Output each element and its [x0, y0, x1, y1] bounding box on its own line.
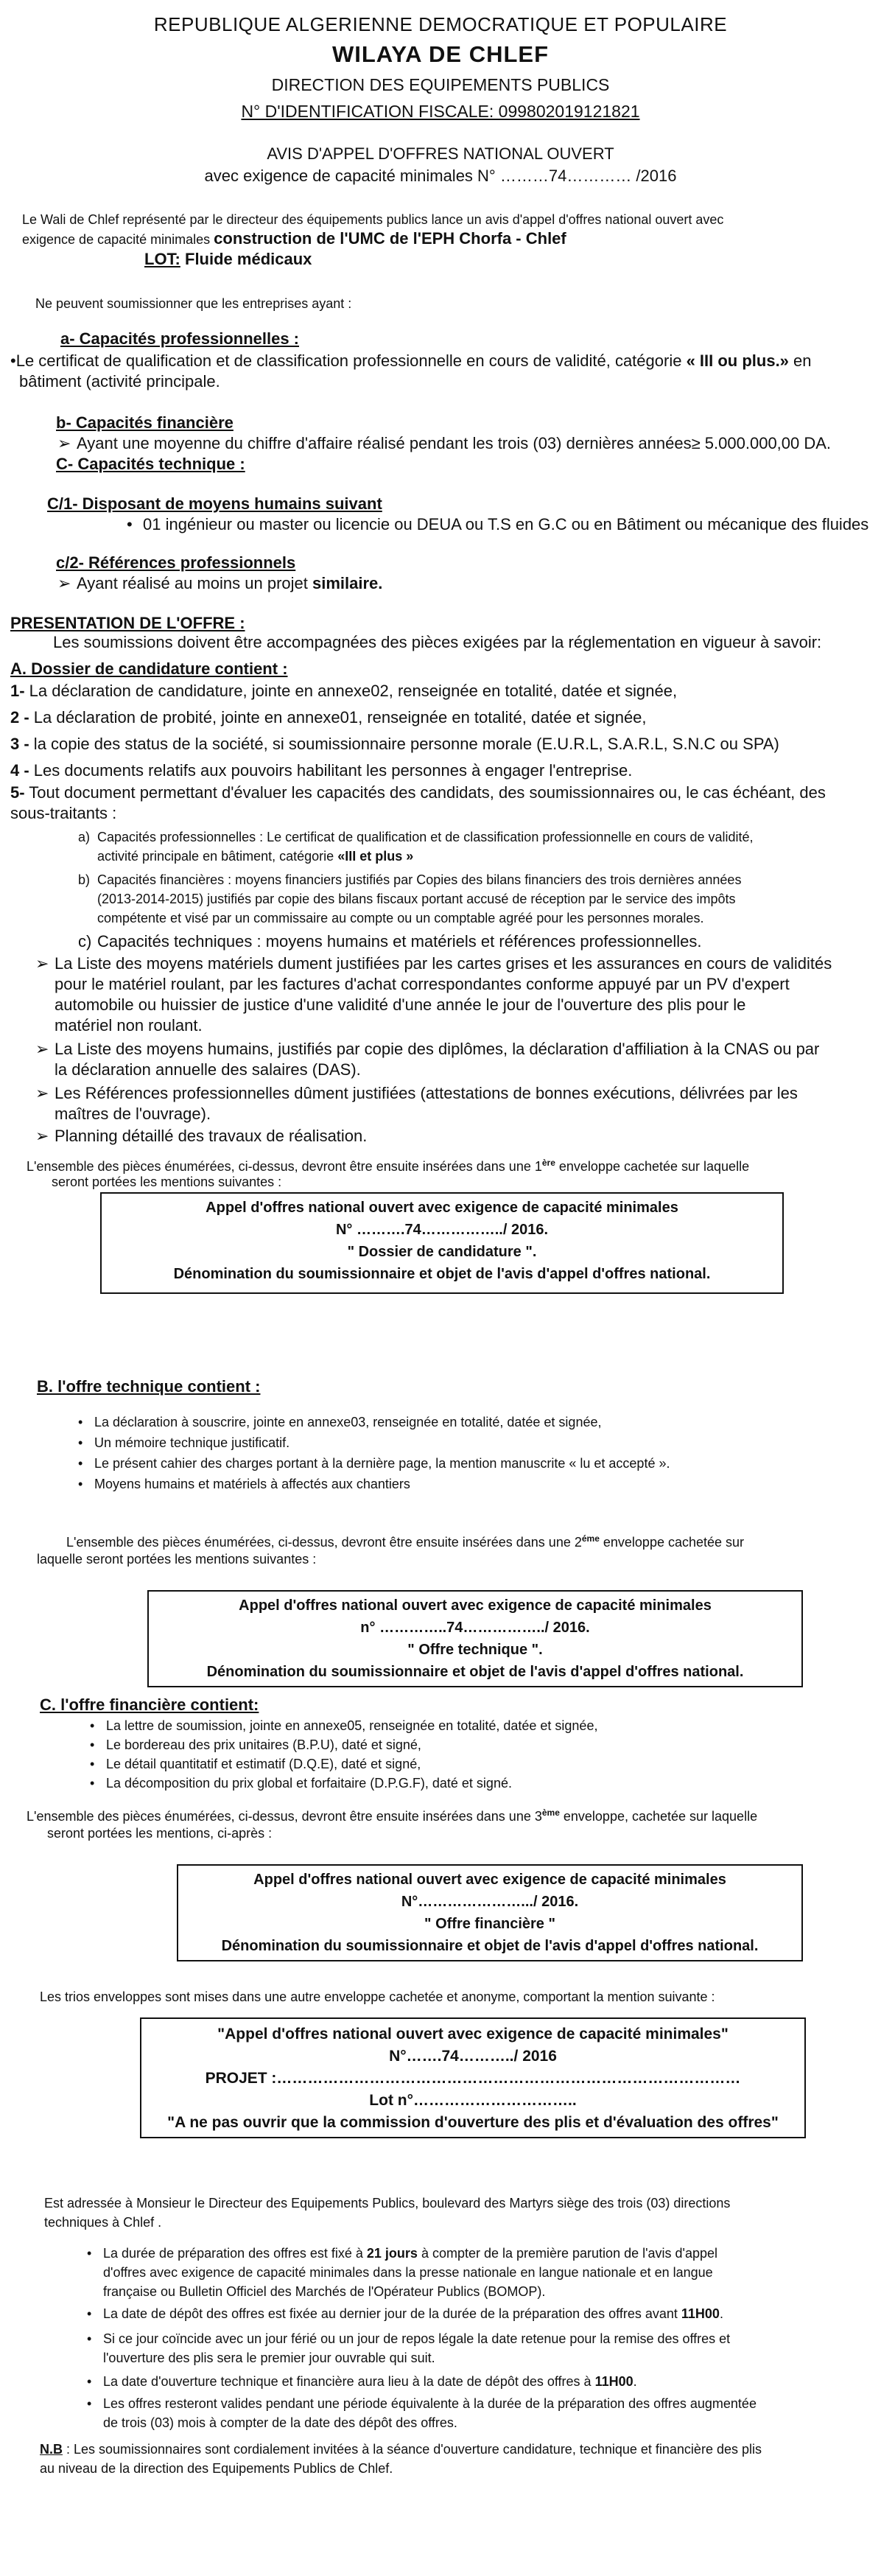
- final-item-5-cont: de trois (03) mois à compter de la date des dépôt des offres.: [103, 2415, 457, 2430]
- envelope-3-text: L'ensemble des pièces énumérées, ci-dessus, devront être ensuite insérées dans une 3ème enveloppe, cachetée sur laquelle: [27, 1807, 758, 1824]
- bullet-icon: •: [78, 1415, 83, 1429]
- notice-title: AVIS D'APPEL D'OFFRES NATIONAL OUVERT: [267, 144, 614, 163]
- final-item-1-cont-2: française ou Bulletin Officiel des Marchés de l'Opérateur Publics (BOMOP).: [103, 2284, 546, 2299]
- notice-subtitle: avec exigence de capacité minimales N° ………74………… /2016: [204, 167, 677, 185]
- intro-text: exigence de capacité minimales: [22, 232, 214, 247]
- envelope-1-text-2: seront portées les mentions suivantes :: [52, 1175, 282, 1189]
- A5-sub-f-cont: maîtres de l'ouvrage).: [55, 1105, 211, 1123]
- address-line-2: techniques à Chlef .: [44, 2215, 162, 2230]
- A-item-1: 1- La déclaration de candidature, jointe en annexe02, renseignée en totalité, datée et signée,: [10, 682, 678, 700]
- bullet-icon: •: [87, 2246, 92, 2261]
- A5-sub-b: b) Capacités financières : moyens financiers justifiés par Copies des bilans financiers des trois dernières années: [78, 872, 742, 887]
- outer-envelope-box: "Appel d'offres national ouvert avec exigence de capacité minimales" N°…….74………../ 2016 PROJET :……………………………………………………………………………… Lot n°………………………….. "A ne pas ouvrir que la commission d'ouverture des plis et d'évaluation des offres": [140, 2017, 806, 2138]
- arrow-icon: ➢: [35, 1084, 49, 1102]
- bullet-icon: •: [87, 2331, 92, 2346]
- B-item-3: • Le présent cahier des charges portant à la dernière page, la mention manuscrite « lu et accepté ».: [78, 1456, 670, 1471]
- bullet-icon: •: [87, 2374, 92, 2389]
- A-item-5-cont: sous-traitants :: [10, 804, 117, 822]
- A5-sub-d-cont-2: automobile ou huissier de justice d'une validité d'une année le jour de l'ouverture des plis pour le: [55, 995, 746, 1014]
- header-wilaya: WILAYA DE CHLEF: [331, 41, 550, 67]
- section-a-text-1: •Le certificat de qualification et de classification professionnelle en cours de validité, catégorie « III ou plus.» en: [10, 351, 812, 370]
- A-item-3: 3 - la copie des status de la société, si soumissionnaire personne morale (E.U.R.L, S.A.R.L, S.N.C ou SPA): [10, 735, 779, 753]
- bullet-icon: •: [127, 515, 133, 533]
- section-c1-title: C/1- Disposant de moyens humains suivant: [47, 494, 382, 513]
- presentation-text: Les soumissions doivent être accompagnées des pièces exigées par la réglementation en vigueur à savoir:: [53, 633, 822, 651]
- arrow-icon: ➢: [57, 434, 71, 452]
- bullet-icon: •: [78, 1477, 83, 1491]
- section-a-title: a- Capacités professionnelles :: [60, 329, 299, 348]
- final-item-1: • La durée de préparation des offres est fixé à 21 jours à compter de la première parution de l'avis d'appel: [87, 2246, 718, 2261]
- presentation-title: PRESENTATION DE L'OFFRE :: [10, 614, 245, 632]
- A5-sub-c: c) Capacités techniques : moyens humains et matériels et références professionnelles.: [78, 932, 702, 951]
- section-c1-text: • 01 ingénieur ou master ou licencie ou DEUA ou T.S en G.C ou en Bâtiment ou mécanique des fluides: [127, 515, 869, 533]
- C-item-1: • La lettre de soumission, jointe en annexe05, renseignée en totalité, datée et signée,: [90, 1718, 598, 1733]
- bullet-icon: •: [90, 1718, 95, 1733]
- A-item-4: 4 - Les documents relatifs aux pouvoirs habilitant les personnes à engager l'entreprise.: [10, 761, 633, 780]
- bullet-icon: •: [90, 1737, 95, 1752]
- section-c2-title: c/2- Références professionnels: [56, 553, 296, 572]
- bullet-icon: •: [78, 1456, 83, 1471]
- trios-text: Les trios enveloppes sont mises dans une autre enveloppe cachetée et anonyme, comportant la mention suivante :: [40, 1989, 715, 2004]
- final-item-5: • Les offres resteront valides pendant une période équivalente à la durée de la préparation des offres augmentée: [87, 2396, 757, 2411]
- bullet-icon: •: [87, 2396, 92, 2411]
- section-a-text-2: bâtiment (activité principale.: [19, 372, 220, 391]
- B-item-4: • Moyens humains et matériels à affectés aux chantiers: [78, 1477, 410, 1491]
- arrow-icon: ➢: [35, 1127, 49, 1145]
- section-b-title: b- Capacités financière: [56, 413, 234, 432]
- section-b-text: ➢ Ayant une moyenne du chiffre d'affaire réalisé pendant les trois (03) dernières années≥ 5.000.000,00 DA.: [57, 434, 832, 452]
- intro-line-2: [22, 230, 869, 248]
- arrow-icon: ➢: [35, 1040, 49, 1058]
- section-c2-text: ➢ Ayant réalisé au moins un projet similaire.: [57, 574, 383, 592]
- envelope-2-text-2: laquelle seront portées les mentions suivantes :: [37, 1552, 317, 1567]
- eligibility-text: Ne peuvent soumissionner que les entreprises ayant :: [35, 296, 352, 311]
- final-item-1-cont-1: d'offres avec exigence de capacité minimales dans la presse nationale en langue nationale et en langue: [103, 2265, 713, 2280]
- lot-label: LOT:: [144, 250, 180, 268]
- A-item-2: 2 - La déclaration de probité, jointe en annexe01, renseignée en totalité, datée et signée,: [10, 708, 647, 727]
- intro-line-1: Le Wali de Chlef représenté par le directeur des équipements publics lance un avis d'appel d'offres national ouvert avec: [22, 212, 724, 227]
- A5-sub-a: a) Capacités professionnelles : Le certificat de qualification et de classification professionnelle en cours de validité,: [78, 830, 754, 844]
- A5-sub-b-cont-2: compétente et visé par un commissaire au compte ou un comptable agréé pour les personnes morales.: [97, 911, 704, 925]
- bullet-icon: •: [78, 1435, 83, 1450]
- C-item-4: • La décomposition du prix global et forfaitaire (D.P.G.F), daté et signé.: [90, 1776, 512, 1791]
- envelope-1-box: Appel d'offres national ouvert avec exigence de capacité minimales N° ……….74……………../ 2016. " Dossier de candidature ". Dénomination du soumissionnaire et objet de l'avis d'appel d'offres national.: [100, 1192, 784, 1294]
- envelope-3-text-2: seront portées les mentions, ci-après :: [47, 1826, 273, 1841]
- bullet-icon: •: [10, 351, 16, 370]
- A5-sub-a-cont: activité principale en bâtiment, catégorie «III et plus »: [97, 849, 414, 864]
- envelope-2-box: Appel d'offres national ouvert avec exigence de capacité minimales n° …………..74……………../ 2016. " Offre technique ". Dénomination du soumissionnaire et objet de l'avis d'appel d'offres national.: [147, 1590, 803, 1687]
- header-direction: DIRECTION DES EQUIPEMENTS PUBLICS: [271, 75, 610, 94]
- A5-sub-f: ➢ Les Références professionnelles dûment justifiées (attestations de bonnes exécutions, délivrées par les: [35, 1084, 798, 1102]
- header-republic: REPUBLIQUE ALGERIENNE DEMOCRATIQUE ET POPULAIRE: [153, 13, 728, 35]
- final-item-4: • La date d'ouverture technique et financière aura lieu à la date de dépôt des offres à 11H00.: [87, 2374, 637, 2389]
- A5-sub-e: ➢ La Liste des moyens humains, justifiés par copie des diplômes, la déclaration d'affiliation à la CNAS ou par: [35, 1040, 820, 1058]
- bullet-icon: •: [90, 1757, 95, 1771]
- final-item-2: • La date de dépôt des offres est fixée au dernier jour de la durée de la préparation des offres avant 11H00.: [87, 2306, 723, 2321]
- final-item-3-cont: l'ouverture des plis sera le premier jour ouvrable qui suit.: [103, 2351, 435, 2365]
- lot-value: Fluide médicaux: [180, 250, 312, 268]
- B-item-1: • La déclaration à souscrire, jointe en annexe03, renseignée en totalité, datée et signée,: [78, 1415, 602, 1429]
- section-A-title: A. Dossier de candidature contient :: [10, 659, 288, 678]
- project-name: construction de l'UMC de l'EPH Chorfa - Chlef: [214, 229, 566, 248]
- section-c-title: C- Capacités technique :: [56, 455, 245, 473]
- A5-sub-d-cont-1: pour le matériel roulant, par les factures d'achat correspondantes conforme appuyé par un PV d'expert: [55, 975, 790, 993]
- A-item-5: 5- Tout document permettant d'évaluer les capacités des candidats, des soumissionnaires ou, le cas échéant, des: [10, 783, 826, 802]
- nb-note-cont: au niveau de la direction des Equipements Publics de Chlef.: [40, 2461, 393, 2476]
- nb-note: N.B : Les soumissionnaires sont cordialement invitées à la séance d'ouverture candidature, technique et financière des plis: [40, 2442, 762, 2457]
- B-item-2: • Un mémoire technique justificatif.: [78, 1435, 290, 1450]
- envelope-1-text: L'ensemble des pièces énumérées, ci-dessus, devront être ensuite insérées dans une 1ère enveloppe cachetée sur laquelle: [27, 1158, 750, 1174]
- lot-line: [144, 251, 312, 268]
- A5-sub-b-cont-1: (2013-2014-2015) justifiés par copie des bilans fiscaux portant accusé de réception par le service des impôts: [97, 892, 736, 906]
- final-item-3: • Si ce jour coïncide avec un jour férié ou un jour de repos légale la date retenue pour la remise des offres et: [87, 2331, 731, 2346]
- envelope-3-box: Appel d'offres national ouvert avec exigence de capacité minimales N°………………….../ 2016. " Offre financière " Dénomination du soumissionnaire et objet de l'avis d'appel d'offres national.: [177, 1864, 803, 1961]
- arrow-icon: ➢: [57, 574, 71, 592]
- address-line-1: Est adressée à Monsieur le Directeur des Equipements Publics, boulevard des Martyrs siège des trois (03) directions: [44, 2196, 731, 2211]
- A5-sub-d: ➢ La Liste des moyens matériels dument justifiées par les cartes grises et les assurances en cours de validités: [35, 954, 832, 973]
- bullet-icon: •: [90, 1776, 95, 1791]
- A5-sub-d-cont-3: matériel non roulant.: [55, 1016, 203, 1035]
- bullet-icon: •: [87, 2306, 92, 2321]
- C-item-2: • Le bordereau des prix unitaires (B.P.U), daté et signé,: [90, 1737, 421, 1752]
- header-fiscal-id: N° D'IDENTIFICATION FISCALE: 099802019121821: [241, 102, 640, 121]
- section-C-title: C. l'offre financière contient:: [40, 1695, 259, 1714]
- arrow-icon: ➢: [35, 954, 49, 973]
- envelope-2-text: L'ensemble des pièces énumérées, ci-dessus, devront être ensuite insérées dans une $2^{éme}$ enveloppe cachetée sur: [66, 1533, 745, 1550]
- A5-sub-g: ➢ Planning détaillé des travaux de réalisation.: [35, 1127, 368, 1145]
- A5-sub-e-cont: la déclaration annuelle des salaires (DAS).: [55, 1060, 361, 1079]
- C-item-3: • Le détail quantitatif et estimatif (D.Q.E), daté et signé,: [90, 1757, 421, 1771]
- section-B-title: B. l'offre technique contient :: [37, 1377, 261, 1396]
